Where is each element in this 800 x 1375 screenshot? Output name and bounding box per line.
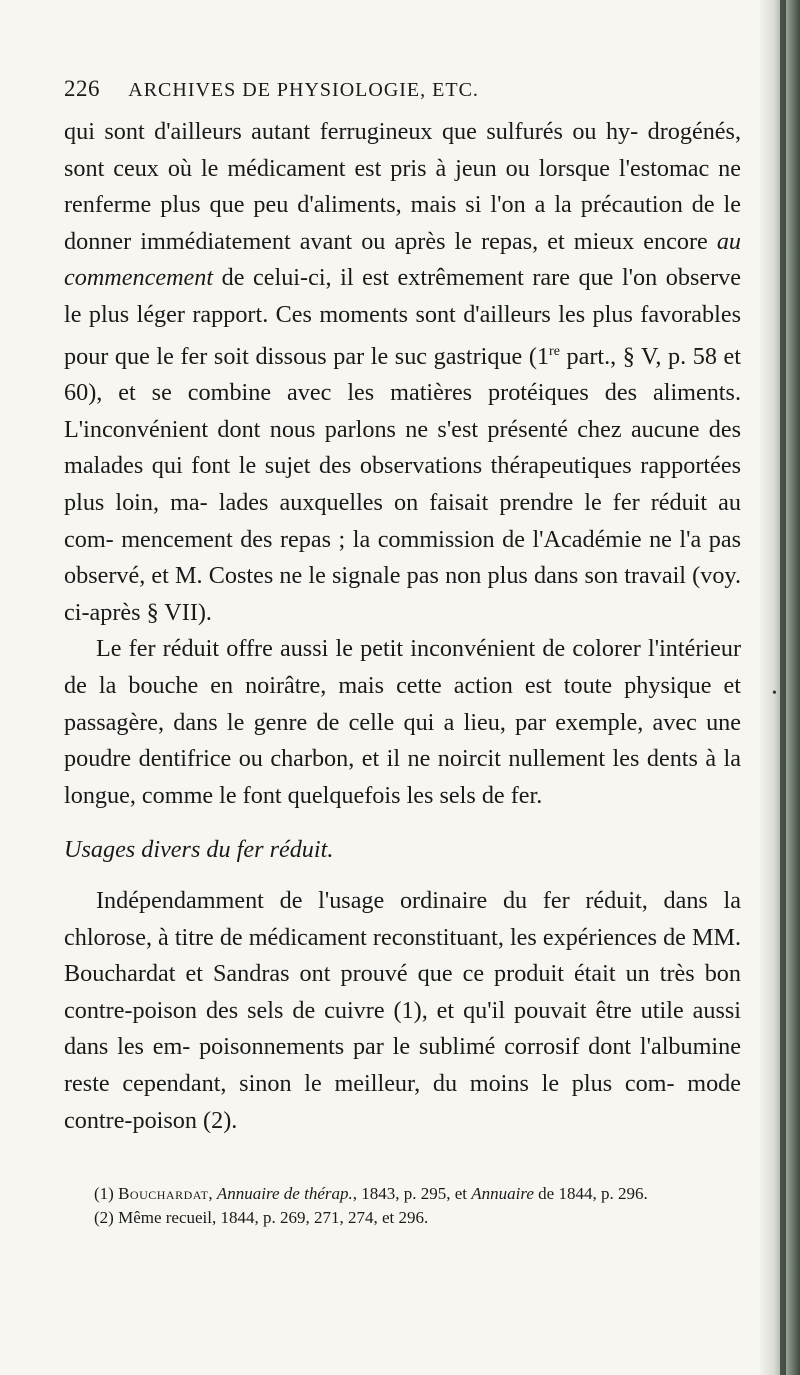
footnote-separator: , xyxy=(208,1184,217,1203)
ordinal-number: 1 xyxy=(536,342,550,370)
paragraph-3: Indépendamment de l'usage ordinaire du fer réduit, dans la chlorose, à titre de médicament reconstituant, les expériences de MM. Bouchardat et Sandras ont prouvé que ce produit était un très bon contre-poison des sels de cuivre (1), et qu'il pouvait être utile aussi dans les em- poisonnements par le sublimé corrosif dont l'albumine reste cependant, sinon le meilleur, du moins le plus com- mode contre-poison (2). xyxy=(64,886,742,1134)
footnote-title: Annuaire de thérap. xyxy=(216,1184,353,1203)
body-text xyxy=(64,114,741,1139)
italic-phrase: au commencement xyxy=(64,227,741,292)
page-binding-shadow xyxy=(780,0,786,1375)
footnote-title: Annuaire xyxy=(471,1184,534,1203)
paragraph-continued xyxy=(64,114,741,631)
footnote-1 xyxy=(64,1182,741,1206)
paragraph-text: qui sont d'ailleurs autant ferrugineux que sulfurés ou hy- drogénés, sont ceux où le médicament est pris à jeun ou lorsque l'estomac ne renferme plus que peu d'aliments, mais si l'on a la précaution de le donner immédiatement avant ou après le repas, et mieux encore xyxy=(64,118,741,255)
section-title: Usages divers du fer réduit. xyxy=(64,836,334,864)
margin-mark-icon: • xyxy=(772,686,777,701)
paragraph-text: de celui-ci, il est extrêmement rare que l'on observe le plus léger rapport. Ces moments sont d'ailleurs les plus favorables pour que le fer soit dissous par le suc gastrique ( xyxy=(64,264,741,370)
page-number: 226 xyxy=(64,76,100,101)
running-title: ARCHIVES DE PHYSIOLOGIE, ETC. xyxy=(128,79,479,101)
superscript: re xyxy=(549,343,560,359)
running-header xyxy=(64,76,744,102)
paragraph-text: part., § V, p. 58 et 60), et se combine avec les matières protéiques des aliments. L'inconvénient dont nous parlons ne s'est présenté chez aucune des malades qui font le sujet des observations thérapeutiques rapportées plus loin, ma- lades auxquelles on faisait prendre le fer réduit au com- mencement des repas ; la commission de l'Académie ne l'a pas observé, et M. Costes ne le signale pas non plus dans son travail (voy. ci-après § VII). xyxy=(64,342,741,626)
footnote-number: (1) xyxy=(94,1184,119,1203)
paragraph-2: Le fer réduit offre aussi le petit inconvénient de colorer l'intérieur de la bouche en noirâtre, mais cette action est toute physique et passagère, dans le genre de celle qui a lieu, par exemple, avec une poudre dentifrice ou charbon, et il ne noircit nullement les dents à la longue, comme le font quelquefois les sels de fer. xyxy=(64,635,741,809)
footnote-author: Bouchardat xyxy=(118,1184,209,1203)
footnotes xyxy=(64,1182,741,1230)
footnote-text: , 1843, p. 295, et xyxy=(352,1184,472,1203)
footnote-text: de 1844, p. 296. xyxy=(533,1184,648,1203)
footnote-2: (2) Même recueil, 1844, p. 269, 271, 274, et 296. xyxy=(94,1208,429,1227)
